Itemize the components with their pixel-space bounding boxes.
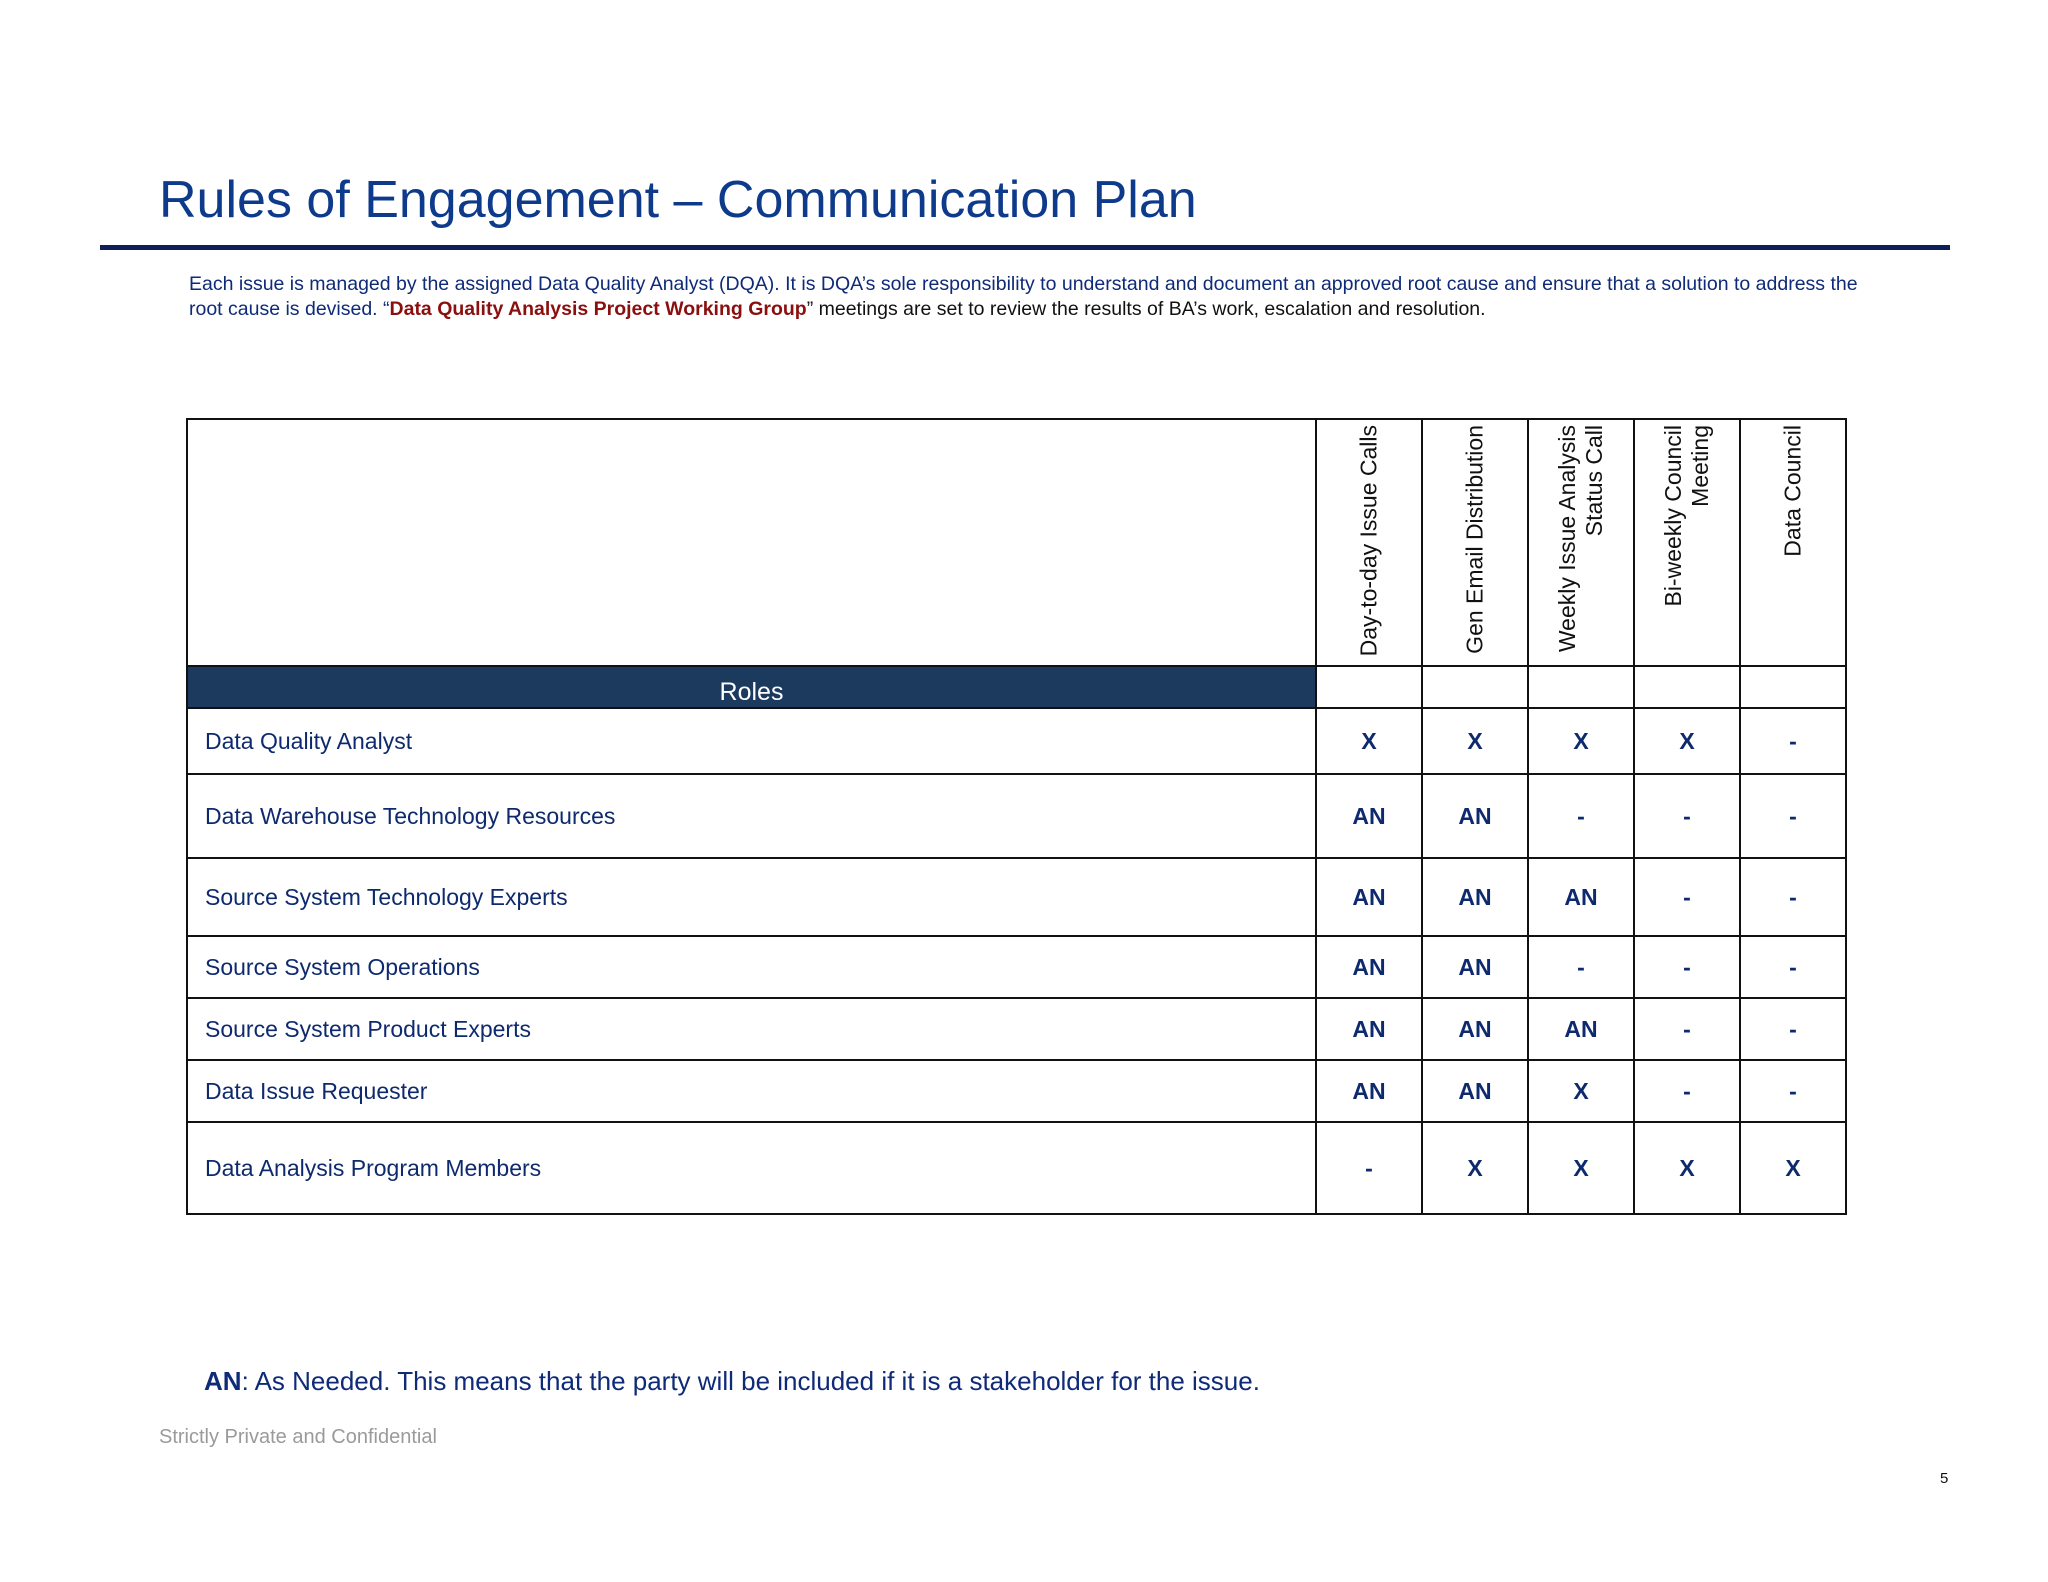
participation-cell: AN xyxy=(1316,1060,1422,1122)
participation-cell: - xyxy=(1740,858,1846,936)
role-name-cell: Data Issue Requester xyxy=(187,1060,1316,1122)
roles-header: Roles xyxy=(187,666,1316,708)
participation-cell: - xyxy=(1634,858,1740,936)
participation-cell: - xyxy=(1634,1060,1740,1122)
participation-cell: - xyxy=(1634,998,1740,1060)
column-header xyxy=(1528,419,1634,666)
blank-cell xyxy=(1528,666,1634,708)
column-header xyxy=(1740,419,1846,666)
participation-cell: - xyxy=(1740,708,1846,774)
header-row xyxy=(187,419,1846,666)
participation-cell: - xyxy=(1740,936,1846,998)
participation-cell: X xyxy=(1422,708,1528,774)
table-row xyxy=(187,1122,1846,1214)
column-header-label: Day-to-day Issue Calls xyxy=(1355,424,1382,656)
blank-cell xyxy=(1422,666,1528,708)
participation-cell: AN xyxy=(1422,998,1528,1060)
participation-cell: AN xyxy=(1316,936,1422,998)
column-header xyxy=(1422,419,1528,666)
role-name-cell: Source System Technology Experts xyxy=(187,858,1316,936)
intro-text-1: Each issue is managed by the assigned Data Quality Analyst (DQA). It is DQA’s sole responsibility to understand and document an approved root cause and ensure that a solution to address the root cause is devised. “ xyxy=(189,273,1858,320)
participation-cell: AN xyxy=(1422,774,1528,858)
participation-cell: AN xyxy=(1528,998,1634,1060)
intro-text-2: ” meetings are set to review the results of BA’s work, escalation and resolution. xyxy=(806,298,1486,320)
role-name-cell: Source System Operations xyxy=(187,936,1316,998)
participation-cell: - xyxy=(1316,1122,1422,1214)
intro-highlight: Data Quality Analysis Project Working Group xyxy=(389,298,807,320)
participation-cell: X xyxy=(1634,1122,1740,1214)
table-row xyxy=(187,774,1846,858)
table-row xyxy=(187,936,1846,998)
column-header xyxy=(1634,419,1740,666)
column-header-label: Data Council xyxy=(1779,424,1806,557)
participation-cell: - xyxy=(1740,1060,1846,1122)
participation-cell: - xyxy=(1740,774,1846,858)
column-header xyxy=(1316,419,1422,666)
participation-cell: AN xyxy=(1316,858,1422,936)
column-header-label: Bi-weekly Council Meeting xyxy=(1660,424,1713,607)
role-name-cell: Data Warehouse Technology Resources xyxy=(187,774,1316,858)
blank-cell xyxy=(1316,666,1422,708)
confidentiality-footer: Strictly Private and Confidential xyxy=(159,1426,437,1448)
page-title: Rules of Engagement – Communication Plan xyxy=(159,171,1197,229)
blank-cell xyxy=(1740,666,1846,708)
legend-note xyxy=(204,1366,1260,1397)
participation-cell: AN xyxy=(1422,1060,1528,1122)
participation-cell: AN xyxy=(1422,936,1528,998)
participation-cell: - xyxy=(1634,936,1740,998)
participation-cell: AN xyxy=(1528,858,1634,936)
header-corner xyxy=(187,419,1316,666)
participation-cell: - xyxy=(1528,774,1634,858)
table-row xyxy=(187,858,1846,936)
participation-cell: AN xyxy=(1316,998,1422,1060)
intro-paragraph xyxy=(189,272,1889,322)
participation-cell: X xyxy=(1528,1060,1634,1122)
legend-text: : As Needed. This means that the party will be included if it is a stakeholder for the issue. xyxy=(241,1366,1260,1396)
role-name-cell: Source System Product Experts xyxy=(187,998,1316,1060)
participation-cell: X xyxy=(1634,708,1740,774)
participation-cell: - xyxy=(1528,936,1634,998)
blank-cell xyxy=(1634,666,1740,708)
legend-key: AN xyxy=(204,1366,242,1396)
participation-cell: - xyxy=(1740,998,1846,1060)
column-header-label: Weekly Issue Analysis Status Call xyxy=(1554,424,1607,652)
participation-cell: X xyxy=(1740,1122,1846,1214)
participation-cell: X xyxy=(1316,708,1422,774)
participation-cell: X xyxy=(1528,708,1634,774)
communication-matrix xyxy=(186,418,1847,1215)
table-row xyxy=(187,998,1846,1060)
table-row xyxy=(187,1060,1846,1122)
title-divider xyxy=(100,245,1950,250)
participation-cell: AN xyxy=(1422,858,1528,936)
column-header-label: Gen Email Distribution xyxy=(1461,424,1488,654)
role-name-cell: Data Quality Analyst xyxy=(187,708,1316,774)
role-name-cell: Data Analysis Program Members xyxy=(187,1122,1316,1214)
participation-cell: X xyxy=(1422,1122,1528,1214)
roles-header-row xyxy=(187,666,1846,708)
participation-cell: - xyxy=(1634,774,1740,858)
participation-cell: AN xyxy=(1316,774,1422,858)
table-row xyxy=(187,708,1846,774)
page-number: 5 xyxy=(1940,1470,1949,1487)
participation-cell: X xyxy=(1528,1122,1634,1214)
